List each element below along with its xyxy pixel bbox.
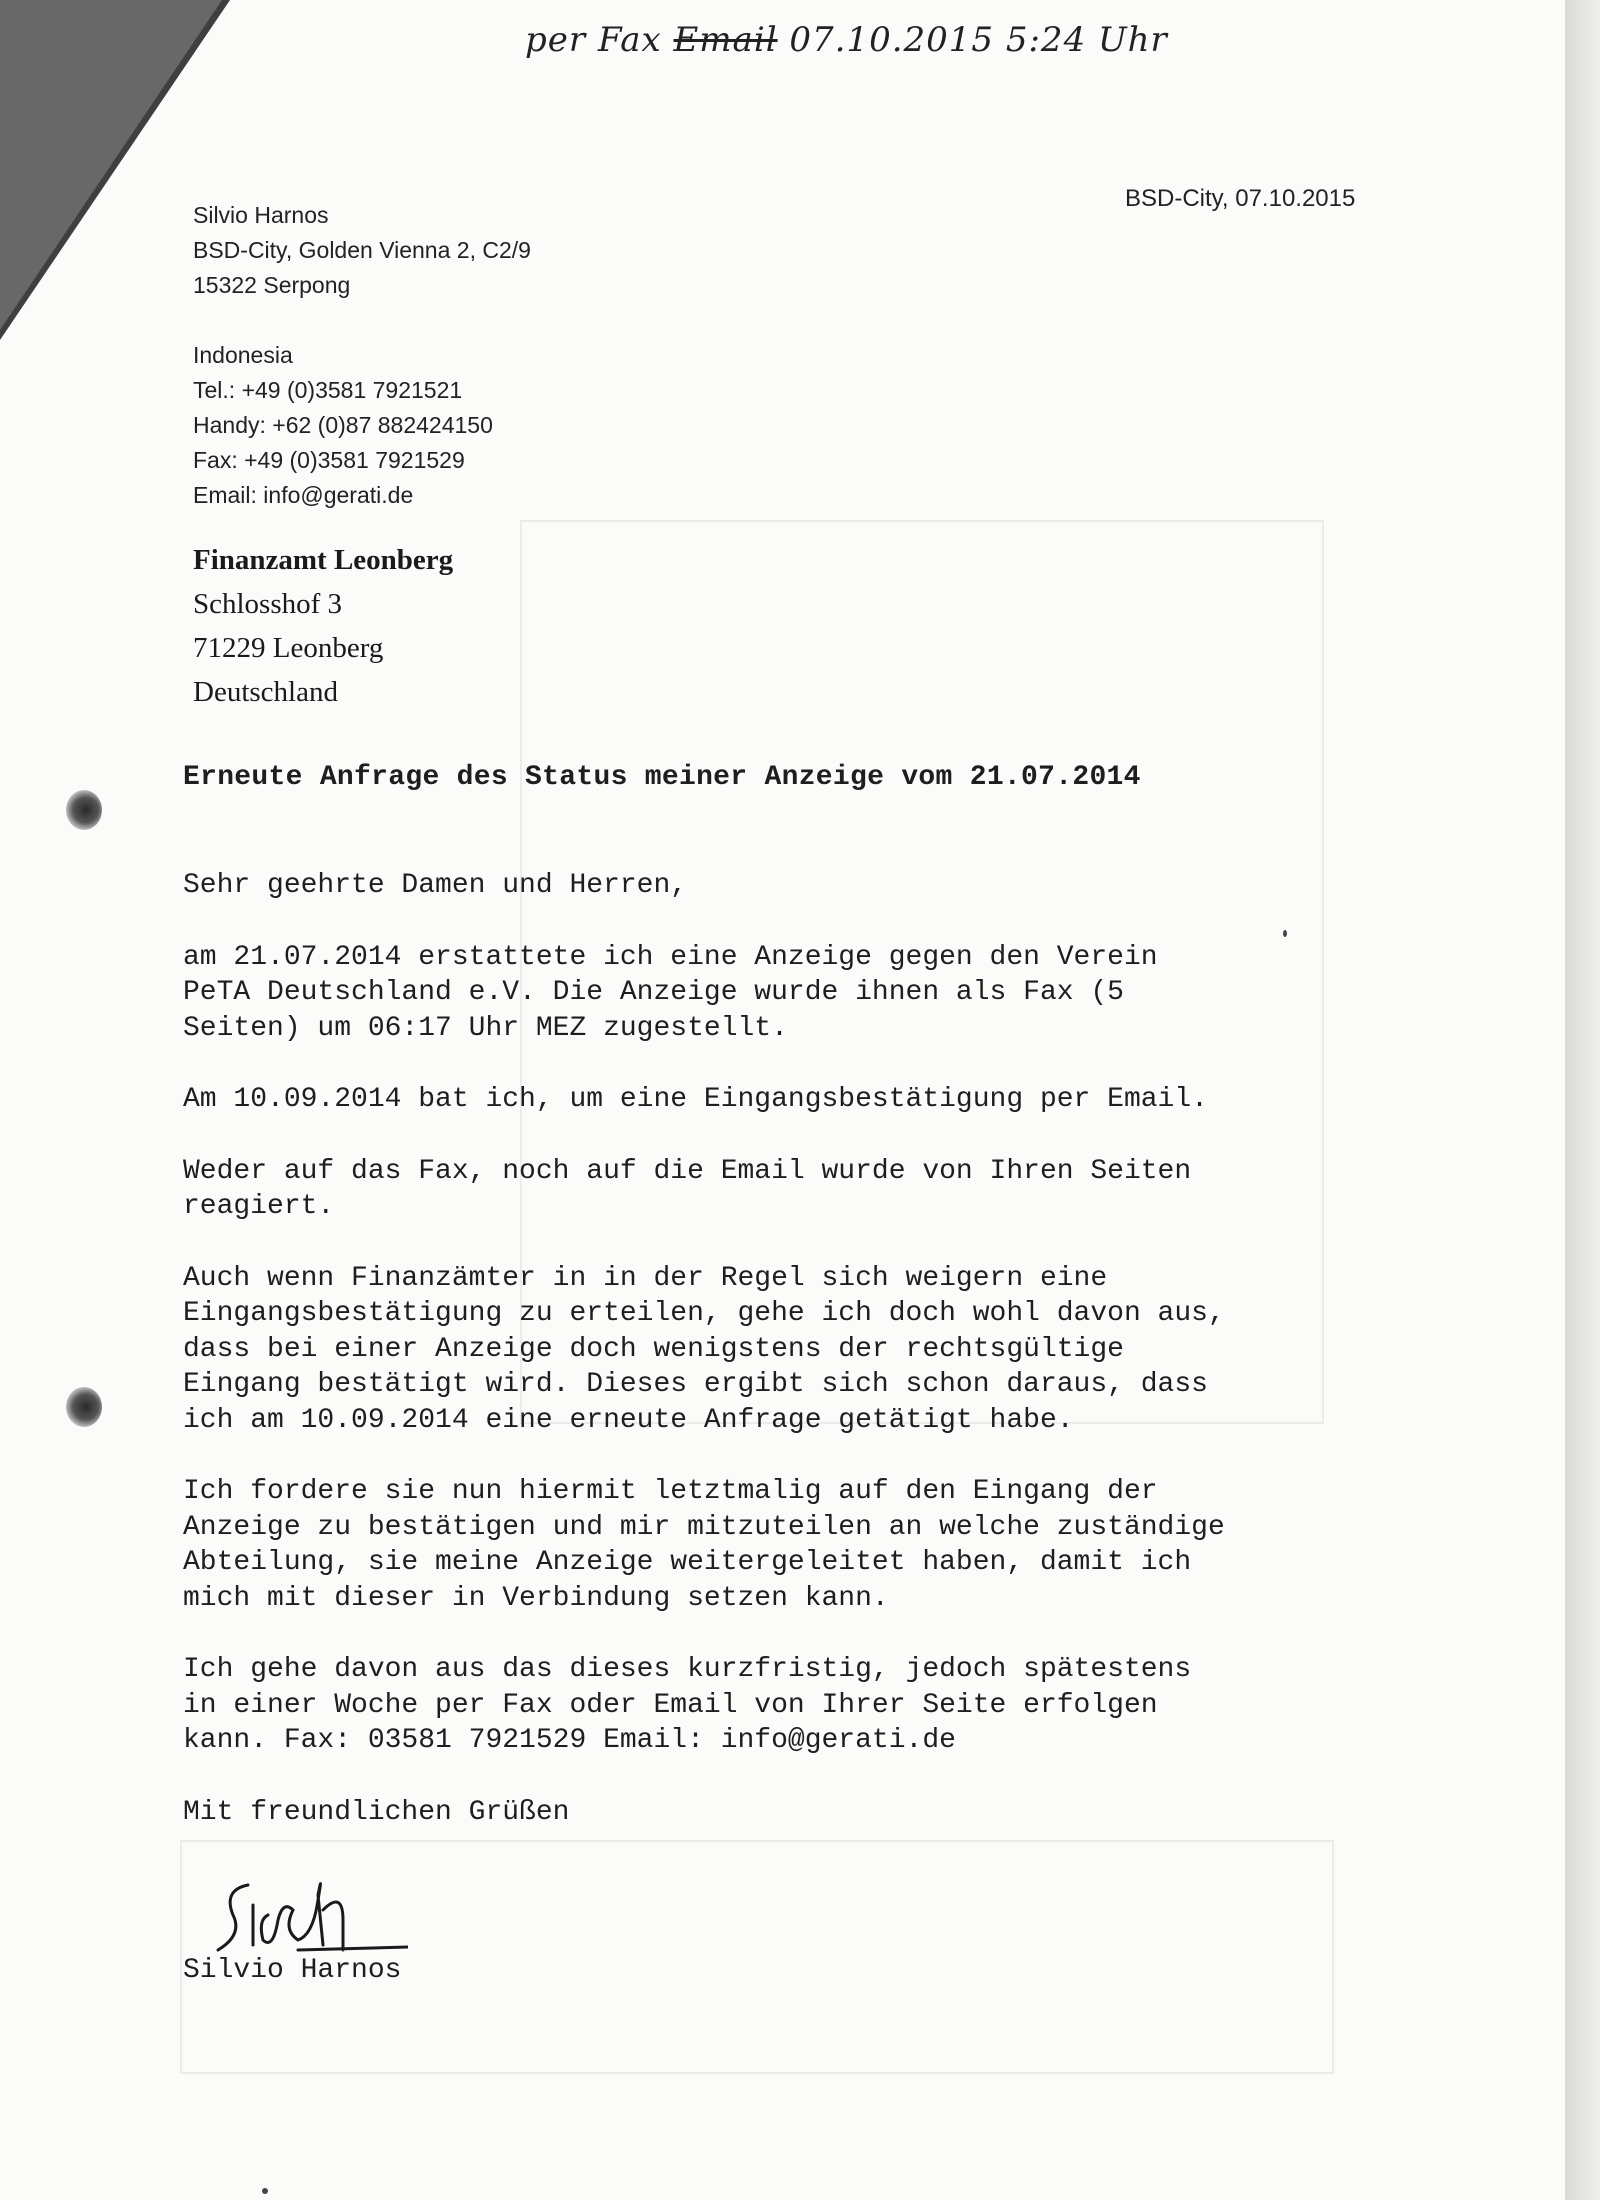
fax-note-stamp: 07.10.2015 5:24 Uhr [777,20,1168,60]
page-edge [1565,0,1600,2200]
speck [262,2188,268,2194]
punch-hole-lower [66,1387,102,1427]
sender-country: Indonesia [193,342,293,368]
recipient-country: Deutschland [193,676,338,708]
salutation: Sehr geehrte Damen und Herren, [183,870,688,901]
place-date: BSD-City, 07.10.2015 [1125,185,1356,212]
speck [1283,930,1287,937]
paragraph-4: Auch wenn Finanzämter in in der Regel sich weigern eine Eingangsbestätigung zu erteilen, gehe ich doch wohl davon aus, dass bei einer Anzeige doch wenigstens der rechtsgültige Eingang bestätigt wird. Dieses ergibt sich schon daraus, dass ich am 10.09.2014 eine erneute Anfrage getätigt habe. [183,1262,1225,1436]
sender-fax: Fax: +49 (0)3581 7921529 [193,447,465,473]
paragraph-2: Am 10.09.2014 bat ich, um eine Eingangsbestätigung per Email. [183,1084,1208,1115]
recipient-address [193,538,453,714]
fax-note-prefix: per Fax [525,20,674,60]
punch-hole-upper [66,790,102,830]
sender-city: 15322 Serpong [193,272,351,298]
recipient-name: Finanzamt Leonberg [193,544,454,576]
recipient-city: 71229 Leonberg [193,632,384,664]
handwritten-fax-note [525,20,1168,80]
sender-address [193,198,531,513]
closing: Mit freundlichen Grüßen [183,1796,570,1828]
sender-tel: Tel.: +49 (0)3581 7921521 [193,377,463,403]
fax-note-struck: Email [673,20,778,60]
paragraph-5: Ich fordere sie nun hiermit letztmalig auf den Eingang der Anzeige zu bestätigen und mir mitzuteilen an welche zuständige Abteilung, sie meine Anzeige weitergeleitet haben, damit ich mich mit dieser in Verbindung setzen kann. [183,1476,1225,1614]
folded-corner-shade [0,0,222,330]
sender-street: BSD-City, Golden Vienna 2, C2/9 [193,237,531,263]
handwritten-signature [208,1865,408,1955]
sender-name: Silvio Harnos [193,202,329,228]
paragraph-1: am 21.07.2014 erstattete ich eine Anzeige gegen den Verein PeTA Deutschland e.V. Die Anzeige wurde ihnen als Fax (5 Seiten) um 06:17 Uhr MEZ zugestellt. [183,941,1158,1044]
paragraph-6: Ich gehe davon aus das dieses kurzfristig, jedoch spätestens in einer Woche per Fax oder Email von Ihrer Seite erfolgen kann. Fax: 03581 7921529 Email: info@gerati.de [183,1654,1192,1756]
letter-body [183,868,1413,1866]
sender-handy: Handy: +62 (0)87 882424150 [193,412,493,438]
paragraph-3: Weder auf das Fax, noch auf die Email wurde von Ihren Seiten reagiert. [183,1155,1192,1222]
subject-line: Erneute Anfrage des Status meiner Anzeige vom 21.07.2014 [183,762,1141,793]
sender-email: Email: info@gerati.de [193,482,414,508]
recipient-street: Schlosshof 3 [193,588,343,620]
signature-name: Silvio Harnos [183,1955,402,1986]
